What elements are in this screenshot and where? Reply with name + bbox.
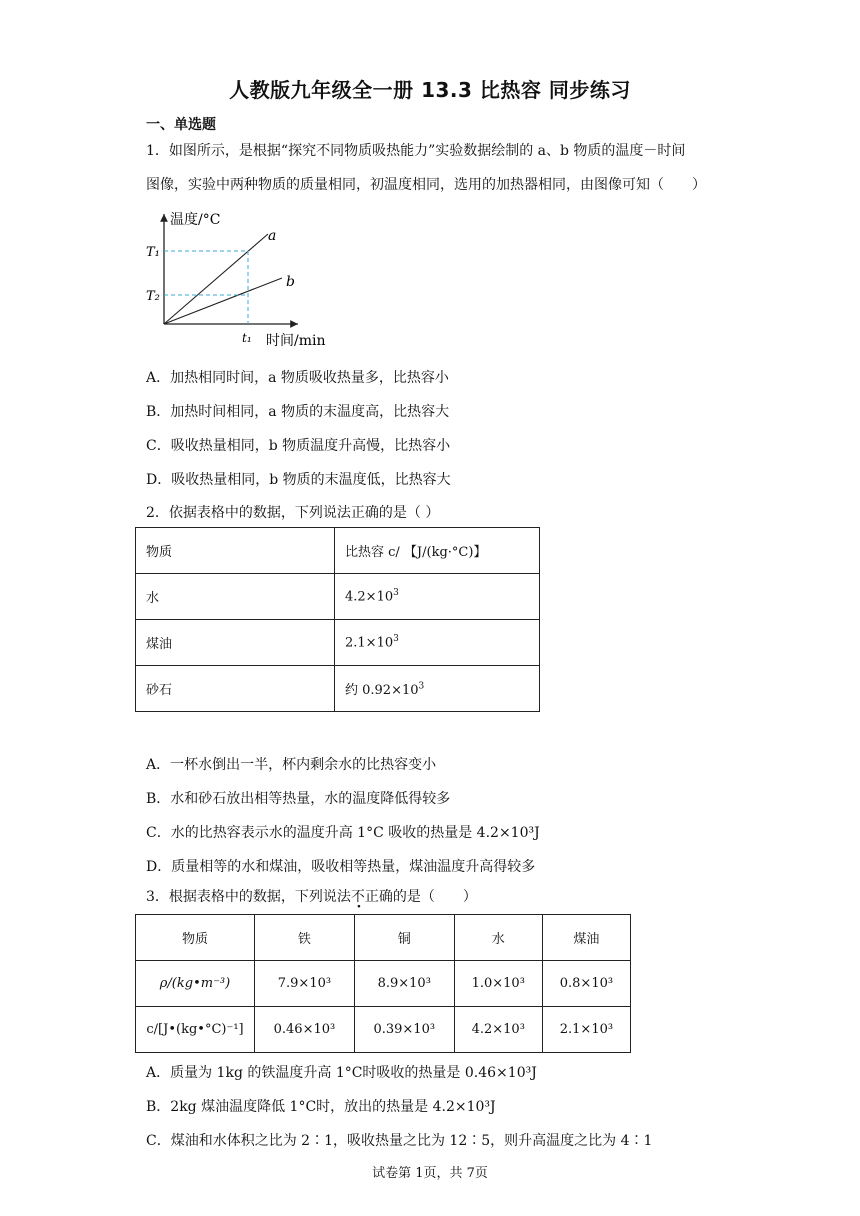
q2-option-b: B．水和砂石放出相等热量，水的温度降低得较多 bbox=[146, 791, 451, 807]
q1-option-c: C．吸收热量相同，b 物质温度升高慢，比热容小 bbox=[146, 438, 451, 454]
table-cell: 约 $0.92\times 10^3$ bbox=[335, 666, 540, 712]
specific-heat-table bbox=[135, 527, 540, 712]
q2-option-c: C．水的比热容表示水的温度升高 1°C 吸收的热量是 4.2×10³J bbox=[146, 825, 540, 841]
q2-option-d: D．质量相等的水和煤油，吸收相等热量，煤油温度升高得较多 bbox=[146, 859, 536, 875]
label-a: a bbox=[268, 228, 277, 244]
line-a bbox=[164, 234, 268, 324]
table-header-cell: 物质 bbox=[136, 528, 335, 574]
table-header-cell: 物质 bbox=[136, 915, 255, 961]
table-cell: c/[J•(kg•°C)⁻¹] bbox=[136, 1007, 255, 1053]
table-cell: 0.39×10³ bbox=[354, 1007, 454, 1053]
table-cell: 2.1×10³ bbox=[542, 1007, 630, 1053]
table-row bbox=[136, 1007, 631, 1053]
table-cell: 7.9×10³ bbox=[255, 961, 355, 1007]
table-cell: 1.0×10³ bbox=[454, 961, 542, 1007]
q2-option-a: A．一杯水倒出一半，杯内剩余水的比热容变小 bbox=[146, 757, 437, 773]
table-cell: 8.9×10³ bbox=[354, 961, 454, 1007]
graph-ylabel: 温度/°C bbox=[170, 212, 221, 228]
q1-text-line1: 1．如图所示，是根据“探究不同物质吸热能力”实验数据绘制的 a、b 物质的温度－时间 bbox=[146, 143, 686, 159]
section-heading: 一、单选题 bbox=[146, 117, 216, 133]
table-header-cell: 煤油 bbox=[542, 915, 630, 961]
q1-text-line2: 图像，实验中两种物质的质量相同，初温度相同，选用的加热器相同，由图像可知（ ） bbox=[146, 177, 706, 193]
table-row bbox=[136, 961, 631, 1007]
emphasis-not: 不 bbox=[350, 889, 365, 905]
density-specific-heat-table bbox=[135, 914, 631, 1053]
table-cell: 水 bbox=[136, 574, 335, 620]
label-T2: T₂ bbox=[146, 289, 160, 304]
table-cell: $2.1\times 10^3$ bbox=[335, 620, 540, 666]
table-cell: 煤油 bbox=[136, 620, 335, 666]
table-cell: 0.46×10³ bbox=[255, 1007, 355, 1053]
table-cell: $4.2\times 10^3$ bbox=[335, 574, 540, 620]
page-title: 人教版九年级全一册 13.3 比热容 同步练习 bbox=[229, 78, 631, 102]
label-b: b bbox=[286, 274, 295, 290]
table-cell: 砂石 bbox=[136, 666, 335, 712]
table-row bbox=[136, 915, 631, 961]
table-header-cell: 铜 bbox=[354, 915, 454, 961]
table-row bbox=[136, 666, 540, 712]
q3-option-a: A．质量为 1kg 的铁温度升高 1°C时吸收的热量是 0.46×10³J bbox=[146, 1065, 537, 1081]
table-row bbox=[136, 528, 540, 574]
q3-option-b: B．2kg 煤油温度降低 1°C时，放出的热量是 4.2×10³J bbox=[146, 1099, 496, 1115]
temperature-time-graph bbox=[140, 206, 340, 351]
table-cell: ρ/(kg•m⁻³) bbox=[136, 961, 255, 1007]
q1-option-b: B．加热时间相同，a 物质的末温度高，比热容大 bbox=[146, 404, 450, 420]
table-row bbox=[136, 574, 540, 620]
page-footer: 试卷第 1页，共 7页 bbox=[372, 1166, 488, 1181]
table-cell: 0.8×10³ bbox=[542, 961, 630, 1007]
q3-text: 3．根据表格中的数据，下列说法不正确的是（ ） bbox=[146, 889, 477, 905]
label-t1: t₁ bbox=[242, 331, 252, 345]
q3-option-c: C．煤油和水体积之比为 2∶1，吸收热量之比为 12∶5，则升高温度之比为 4∶1 bbox=[146, 1133, 653, 1149]
table-header-cell: 水 bbox=[454, 915, 542, 961]
label-T1: T₁ bbox=[146, 245, 160, 260]
q2-text: 2．依据表格中的数据，下列说法正确的是（ ） bbox=[146, 505, 440, 521]
table-row bbox=[136, 620, 540, 666]
table-cell: 4.2×10³ bbox=[454, 1007, 542, 1053]
table-header-cell: 比热容 c/ 【J/(kg·°C)】 bbox=[335, 528, 540, 574]
q1-option-a: A．加热相同时间，a 物质吸收热量多，比热容小 bbox=[146, 370, 449, 386]
q1-option-d: D．吸收热量相同，b 物质的末温度低，比热容大 bbox=[146, 472, 451, 488]
line-b bbox=[164, 278, 282, 324]
graph-xlabel: 时间/min bbox=[266, 333, 326, 349]
table-header-cell: 铁 bbox=[255, 915, 355, 961]
